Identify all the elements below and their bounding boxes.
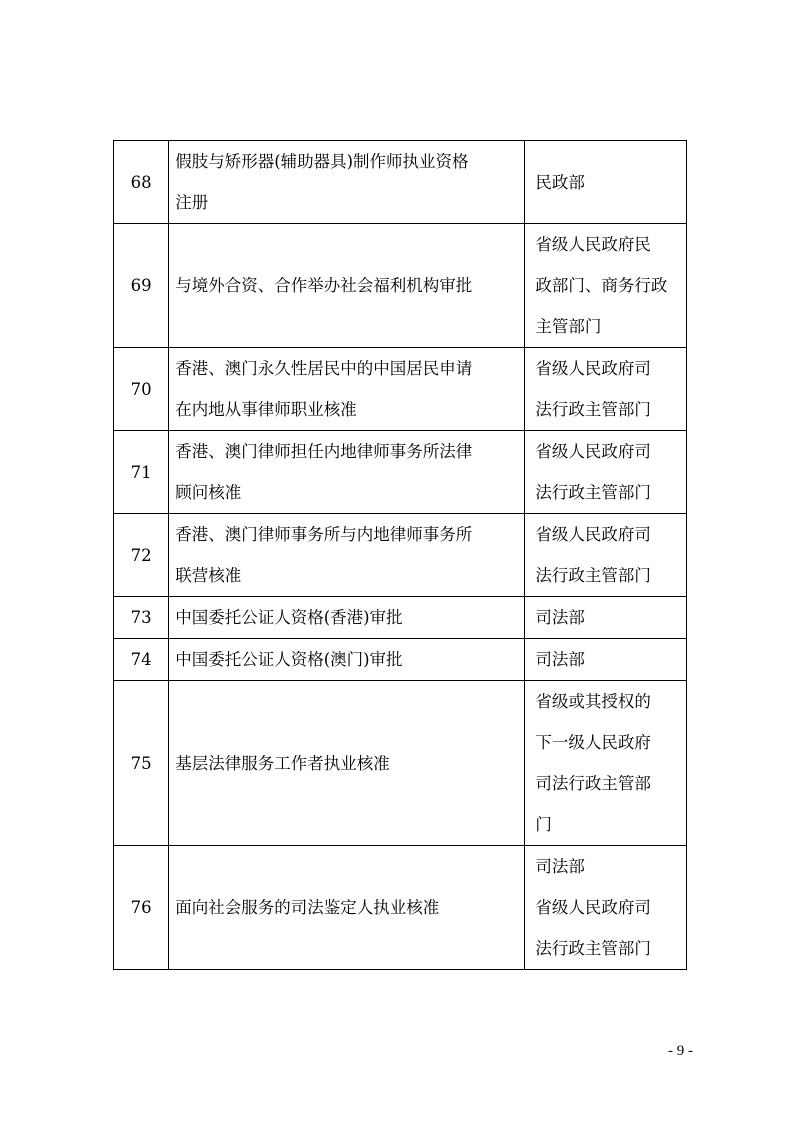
item-name-cell xyxy=(169,639,525,681)
row-number: 69 xyxy=(114,224,169,348)
row-number: 75 xyxy=(114,681,169,846)
table-row xyxy=(114,348,687,431)
item-name-line: 与境外合资、合作举办社会福利机构审批 xyxy=(175,276,473,295)
department-line: 司法行政主管部 xyxy=(535,774,651,793)
item-name-cell xyxy=(169,681,525,846)
department-line: 司法部 xyxy=(535,650,585,669)
department-cell xyxy=(525,348,687,431)
item-name-line: 中国委托公证人资格(香港)审批 xyxy=(175,608,403,627)
item-name-line: 在内地从事律师职业核准 xyxy=(175,400,357,419)
department-cell xyxy=(525,141,687,224)
department-cell xyxy=(525,514,687,597)
item-name-line: 香港、澳门律师事务所与内地律师事务所 xyxy=(175,525,473,544)
department-cell xyxy=(525,846,687,970)
department-cell xyxy=(525,681,687,846)
item-name-line: 基层法律服务工作者执业核准 xyxy=(175,753,390,773)
department-line: 法行政主管部门 xyxy=(535,939,651,958)
item-name-cell xyxy=(169,141,525,224)
department-line: 省级人民政府司 xyxy=(535,525,651,544)
department-line: 省级人民政府司 xyxy=(535,359,651,378)
table-row xyxy=(114,681,687,846)
table-row xyxy=(114,639,687,681)
row-number: 73 xyxy=(114,597,169,639)
item-name-line: 假肢与矫形器(辅助器具)制作师执业资格 xyxy=(175,152,469,171)
department-cell xyxy=(525,431,687,514)
table-row xyxy=(114,514,687,597)
item-name-line: 注册 xyxy=(175,193,209,212)
department-line: 司法部 xyxy=(535,608,585,627)
department-line: 省级人民政府司 xyxy=(535,898,651,917)
row-number: 70 xyxy=(114,348,169,431)
item-name-cell xyxy=(169,597,525,639)
item-name-cell xyxy=(169,514,525,597)
item-name-cell xyxy=(169,846,525,970)
page-number: - 9 - xyxy=(668,1043,693,1059)
item-name-cell xyxy=(169,224,525,348)
department-line: 省级或其授权的 xyxy=(535,692,651,711)
department-cell xyxy=(525,224,687,348)
department-line: 主管部门 xyxy=(535,317,602,336)
item-name-line: 面向社会服务的司法鉴定人执业核准 xyxy=(175,898,440,917)
table-row xyxy=(114,224,687,348)
table-row xyxy=(114,597,687,639)
department-line: 司法部 xyxy=(535,857,585,876)
department-cell xyxy=(525,597,687,639)
row-number: 74 xyxy=(114,639,169,681)
department-line: 法行政主管部门 xyxy=(535,400,651,419)
department-line: 省级人民政府司 xyxy=(535,442,651,461)
item-name-line: 香港、澳门永久性居民中的中国居民申请 xyxy=(175,359,473,378)
department-cell xyxy=(525,639,687,681)
department-line: 下一级人民政府 xyxy=(535,733,651,752)
table-row xyxy=(114,141,687,224)
table-row xyxy=(114,846,687,970)
department-line: 政部门、商务行政 xyxy=(535,276,668,295)
table-body xyxy=(114,141,687,970)
department-line: 门 xyxy=(535,815,552,834)
department-line: 法行政主管部门 xyxy=(535,566,651,585)
item-name-line: 联营核准 xyxy=(175,566,242,585)
approval-items-table xyxy=(113,140,687,970)
item-name-cell xyxy=(169,431,525,514)
item-name-line: 顾问核准 xyxy=(175,483,242,502)
row-number: 72 xyxy=(114,514,169,597)
department-line: 省级人民政府民 xyxy=(535,235,651,254)
table-row xyxy=(114,431,687,514)
item-name-line: 香港、澳门律师担任内地律师事务所法律 xyxy=(175,442,473,461)
item-name-line: 中国委托公证人资格(澳门)审批 xyxy=(175,650,403,669)
item-name-cell xyxy=(169,348,525,431)
row-number: 71 xyxy=(114,431,169,514)
department-line: 法行政主管部门 xyxy=(535,483,651,502)
row-number: 68 xyxy=(114,141,169,224)
department-line: 民政部 xyxy=(535,172,585,192)
row-number: 76 xyxy=(114,846,169,970)
